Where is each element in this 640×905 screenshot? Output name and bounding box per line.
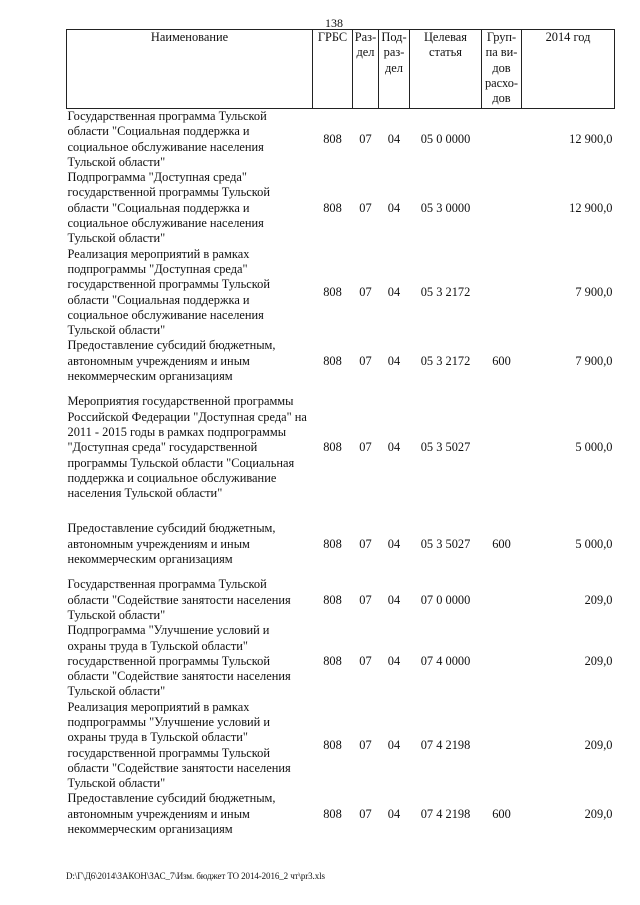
row-amount: 209,0 xyxy=(584,737,613,752)
row-grbs: 808 xyxy=(323,592,342,607)
table-row xyxy=(67,700,615,792)
row-expense-group xyxy=(482,384,522,511)
row-razdel: 07 xyxy=(359,653,372,668)
row-target-article: 07 0 0000 xyxy=(420,592,471,607)
row-grbs: 808 xyxy=(323,284,342,299)
row-amount: 209,0 xyxy=(584,653,613,668)
row-target-article: 05 3 5027 xyxy=(420,440,471,455)
row-podrazdel: 04 xyxy=(387,653,401,668)
row-target-article: 05 3 0000 xyxy=(420,200,471,215)
row-target-article: 05 3 2172 xyxy=(420,353,471,368)
table-row xyxy=(67,338,615,384)
row-razdel: 07 xyxy=(359,592,372,607)
row-razdel: 07 xyxy=(359,440,372,455)
row-expense-group: 600 xyxy=(492,806,511,821)
header-razdel: Раз- дел xyxy=(353,30,379,109)
row-podrazdel: 04 xyxy=(387,353,401,368)
row-name: Предоставление субсидий бюджетным, автономным учреждениям и иным некоммерческим организациям xyxy=(67,791,276,837)
row-expense-group: 600 xyxy=(492,353,511,368)
row-razdel: 07 xyxy=(359,200,372,215)
table-row xyxy=(67,247,615,339)
row-expense-group xyxy=(482,109,522,171)
row-podrazdel: 04 xyxy=(387,806,401,821)
row-target-article: 05 3 2172 xyxy=(420,284,471,299)
row-grbs: 808 xyxy=(323,440,342,455)
row-expense-group xyxy=(482,577,522,623)
footer-file-path: D:\Г\Д6\2014\ЗАКОН\ЗАС_7\Изм. бюджет ТО 2014-2016_2 чт\pr3.xls xyxy=(66,871,325,881)
row-grbs: 808 xyxy=(323,353,342,368)
row-target-article: 07 4 2198 xyxy=(420,806,471,821)
row-podrazdel: 04 xyxy=(387,131,401,146)
row-name: Мероприятия государственной программы Российской Федерации "Доступная среда" на 2011 - 2015 годы в рамках подпрограммы "Доступная среда" государственной программы Тульской области "Социальная поддержка и социальное обслуживание населения Тульской области" xyxy=(67,394,307,501)
table-row xyxy=(67,623,615,699)
row-razdel: 07 xyxy=(359,131,372,146)
row-grbs: 808 xyxy=(323,200,342,215)
row-amount: 209,0 xyxy=(584,806,613,821)
row-amount: 12 900,0 xyxy=(569,200,613,215)
table-row xyxy=(67,791,615,837)
row-razdel: 07 xyxy=(359,284,372,299)
row-podrazdel: 04 xyxy=(387,536,401,551)
row-amount: 7 900,0 xyxy=(575,353,613,368)
table-row xyxy=(67,511,615,577)
table-row xyxy=(67,384,615,511)
table-row xyxy=(67,109,615,171)
row-podrazdel: 04 xyxy=(387,284,401,299)
row-amount: 12 900,0 xyxy=(569,131,613,146)
table-row xyxy=(67,170,615,246)
row-name: Государственная программа Тульской области "Содействие занятости населения Тульской области" xyxy=(67,577,291,622)
table-body xyxy=(67,109,615,838)
row-expense-group: 600 xyxy=(492,536,511,551)
row-grbs: 808 xyxy=(323,806,342,821)
row-razdel: 07 xyxy=(359,737,372,752)
row-name: Реализация мероприятий в рамках подпрограммы "Улучшение условий и охраны труда в Тульской области" государственной программы Тульской области "Содействие занятости населения Тульской области" xyxy=(67,699,291,791)
row-name: Реализация мероприятий в рамках подпрограммы "Доступная среда" государственной программы Тульской области "Социальная поддержка и социальное обслуживание населения Тульской области" xyxy=(67,246,270,338)
row-name: Подпрограмма "Улучшение условий и охраны труда в Тульской области" государственной программы Тульской области "Содействие занятости населения Тульской области" xyxy=(67,623,291,699)
row-target-article: 07 4 2198 xyxy=(420,737,471,752)
row-target-article: 05 3 5027 xyxy=(420,536,471,551)
row-grbs: 808 xyxy=(323,737,342,752)
row-grbs: 808 xyxy=(323,131,342,146)
row-amount: 7 900,0 xyxy=(575,284,613,299)
row-name: Государственная программа Тульской области "Социальная поддержка и социальное обслуживание населения Тульской области" xyxy=(67,109,267,169)
budget-table xyxy=(66,29,615,837)
row-name: Предоставление субсидий бюджетным, автономным учреждениям и иным некоммерческим организациям xyxy=(67,338,276,384)
row-name: Предоставление субсидий бюджетным, автономным учреждениям и иным некоммерческим организациям xyxy=(67,521,276,567)
row-target-article: 05 0 0000 xyxy=(420,131,471,146)
row-razdel: 07 xyxy=(359,806,372,821)
header-row xyxy=(67,30,615,109)
header-group: Груп- па ви- дов расхо- дов xyxy=(482,30,522,109)
row-amount: 5 000,0 xyxy=(575,536,613,551)
row-podrazdel: 04 xyxy=(387,737,401,752)
row-podrazdel: 04 xyxy=(387,592,401,607)
row-grbs: 808 xyxy=(323,653,342,668)
table-row xyxy=(67,577,615,623)
page-number: 138 xyxy=(325,16,343,30)
row-amount: 209,0 xyxy=(584,592,613,607)
row-target-article: 07 4 0000 xyxy=(420,653,471,668)
row-expense-group xyxy=(482,700,522,792)
row-expense-group xyxy=(482,623,522,699)
row-razdel: 07 xyxy=(359,353,372,368)
header-podrazdel: Под- раз- дел xyxy=(379,30,410,109)
row-podrazdel: 04 xyxy=(387,200,401,215)
row-name: Подпрограмма "Доступная среда" государственной программы Тульской области "Социальная поддержка и социальное обслуживание населения Тульской области" xyxy=(67,170,270,246)
header-name: Наименование xyxy=(67,30,313,109)
row-expense-group xyxy=(482,170,522,246)
header-article: Целевая статья xyxy=(410,30,482,109)
header-year: 2014 год xyxy=(522,30,615,109)
row-razdel: 07 xyxy=(359,536,372,551)
row-amount: 5 000,0 xyxy=(575,440,613,455)
header-grbs: ГРБС xyxy=(313,30,353,109)
row-expense-group xyxy=(482,247,522,339)
row-grbs: 808 xyxy=(323,536,342,551)
row-podrazdel: 04 xyxy=(387,440,401,455)
